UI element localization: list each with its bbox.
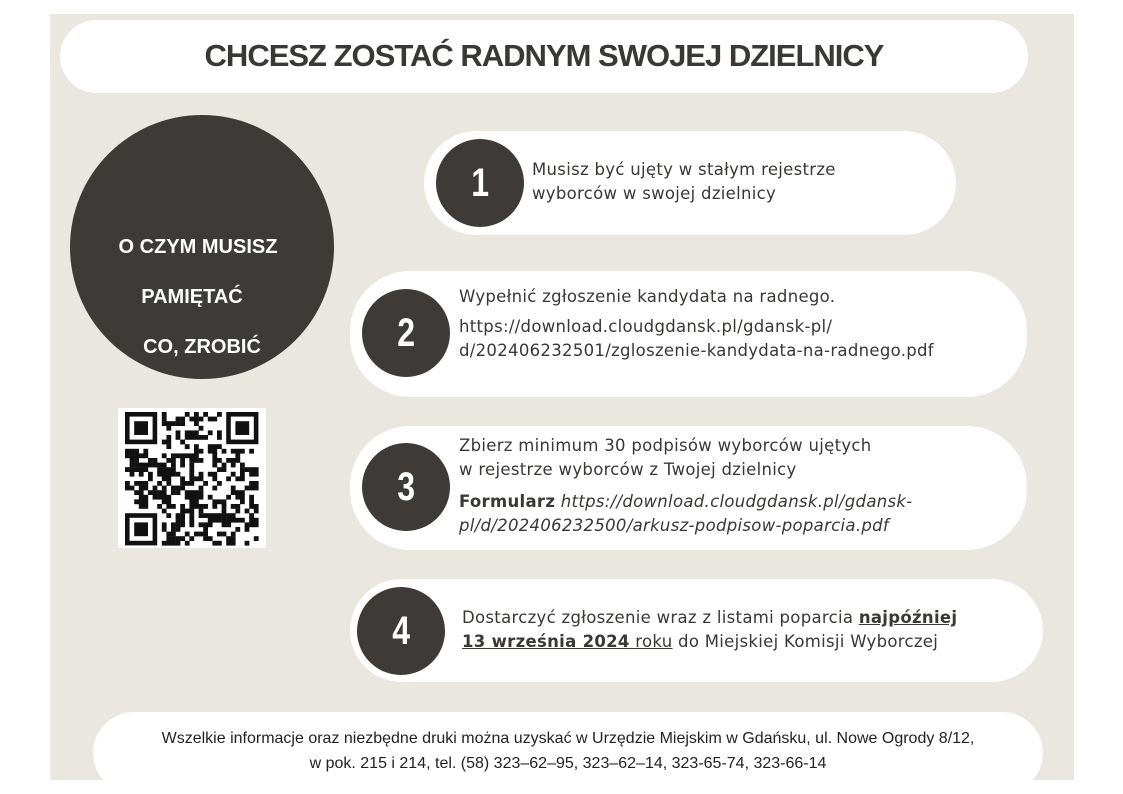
- step-1-number: 1: [471, 161, 489, 205]
- step-2-number: 2: [397, 311, 415, 355]
- step-4-deadline-year: roku: [629, 632, 673, 651]
- step-4-deadline-word: najpóźniej: [858, 608, 958, 627]
- qr-code-icon: [118, 408, 266, 548]
- title-banner: [60, 20, 1028, 93]
- step-4-number-circle: [357, 587, 445, 675]
- step-3-link-line-2[interactable]: pl/d/202406232500/arkusz-podpisow-poparcia.pdf: [459, 516, 890, 535]
- page-title: CHCESZ ZOSTAĆ RADNYM SWOJEJ DZIELNICY: [204, 38, 884, 73]
- step-2-line-1: Wypełnić zgłoszenie kandydata na radnego.: [459, 287, 836, 306]
- step-3-line-2: w rejestrze wyborców z Twojej dzielnicy: [459, 460, 797, 479]
- step-1-line-2: wyborców w swojej dzielnicy: [532, 184, 777, 203]
- step-3-link-line-1[interactable]: https://download.cloudgdansk.pl/gdansk-: [560, 492, 913, 511]
- step-2-link-line-2[interactable]: d/202406232501/zgloszenie-kandydata-na-radnego.pdf: [459, 341, 934, 360]
- footer-line-2: w pok. 215 i 214, tel. (58) 323–62–95, 323–62–14, 323-65-74, 323-66-14: [309, 755, 827, 772]
- step-3-line-1: Zbierz minimum 30 podpisów wyborców ujętych: [459, 436, 872, 455]
- step-4-number: 4: [392, 609, 410, 653]
- step-1-number-circle: [436, 139, 524, 227]
- step-2-link-line-1[interactable]: https://download.cloudgdansk.pl/gdansk-pl/: [459, 317, 833, 336]
- step-1-line-1: Musisz być ujęty w stałym rejestrze: [532, 160, 836, 179]
- step-3-link-row: [459, 490, 1019, 514]
- step-4-line-2-text: do Miejskiej Komisji Wyborczej: [672, 632, 939, 651]
- reminder-line-1: O CZYM MUSISZ: [118, 236, 278, 258]
- reminder-line-2: PAMIĘTAĆ: [141, 286, 243, 308]
- step-4-line-2: [462, 630, 1037, 654]
- step-4-text: [462, 606, 1037, 654]
- step-4-line-1: [462, 606, 1037, 630]
- step-4-deadline-date: 13 września 2024: [462, 632, 630, 651]
- reminder-text: [70, 210, 334, 385]
- step-2-text: [459, 285, 1019, 363]
- reminder-circle: [70, 115, 334, 379]
- step-2-number-circle: [362, 289, 450, 377]
- step-3-form-label: Formularz: [459, 492, 556, 511]
- step-3-link-row-2: [459, 514, 1019, 538]
- footer-text: [93, 726, 1043, 776]
- footer-line-1: Wszelkie informacje oraz niezbędne druki można uzyskać w Urzędzie Miejskim w Gdańsku, ul. Nowe Ogrody 8/12,: [161, 730, 975, 747]
- step-3-number-circle: [362, 443, 450, 531]
- step-1-text: [532, 158, 942, 206]
- reminder-line-3: CO, ZROBIĆ: [143, 336, 261, 358]
- qr-code[interactable]: [118, 408, 266, 548]
- step-3-text: [459, 434, 1019, 538]
- footer-banner: [93, 712, 1043, 794]
- step-3-number: 3: [397, 465, 415, 509]
- step-4-line-1-text: Dostarczyć zgłoszenie wraz z listami poparcia: [462, 608, 859, 627]
